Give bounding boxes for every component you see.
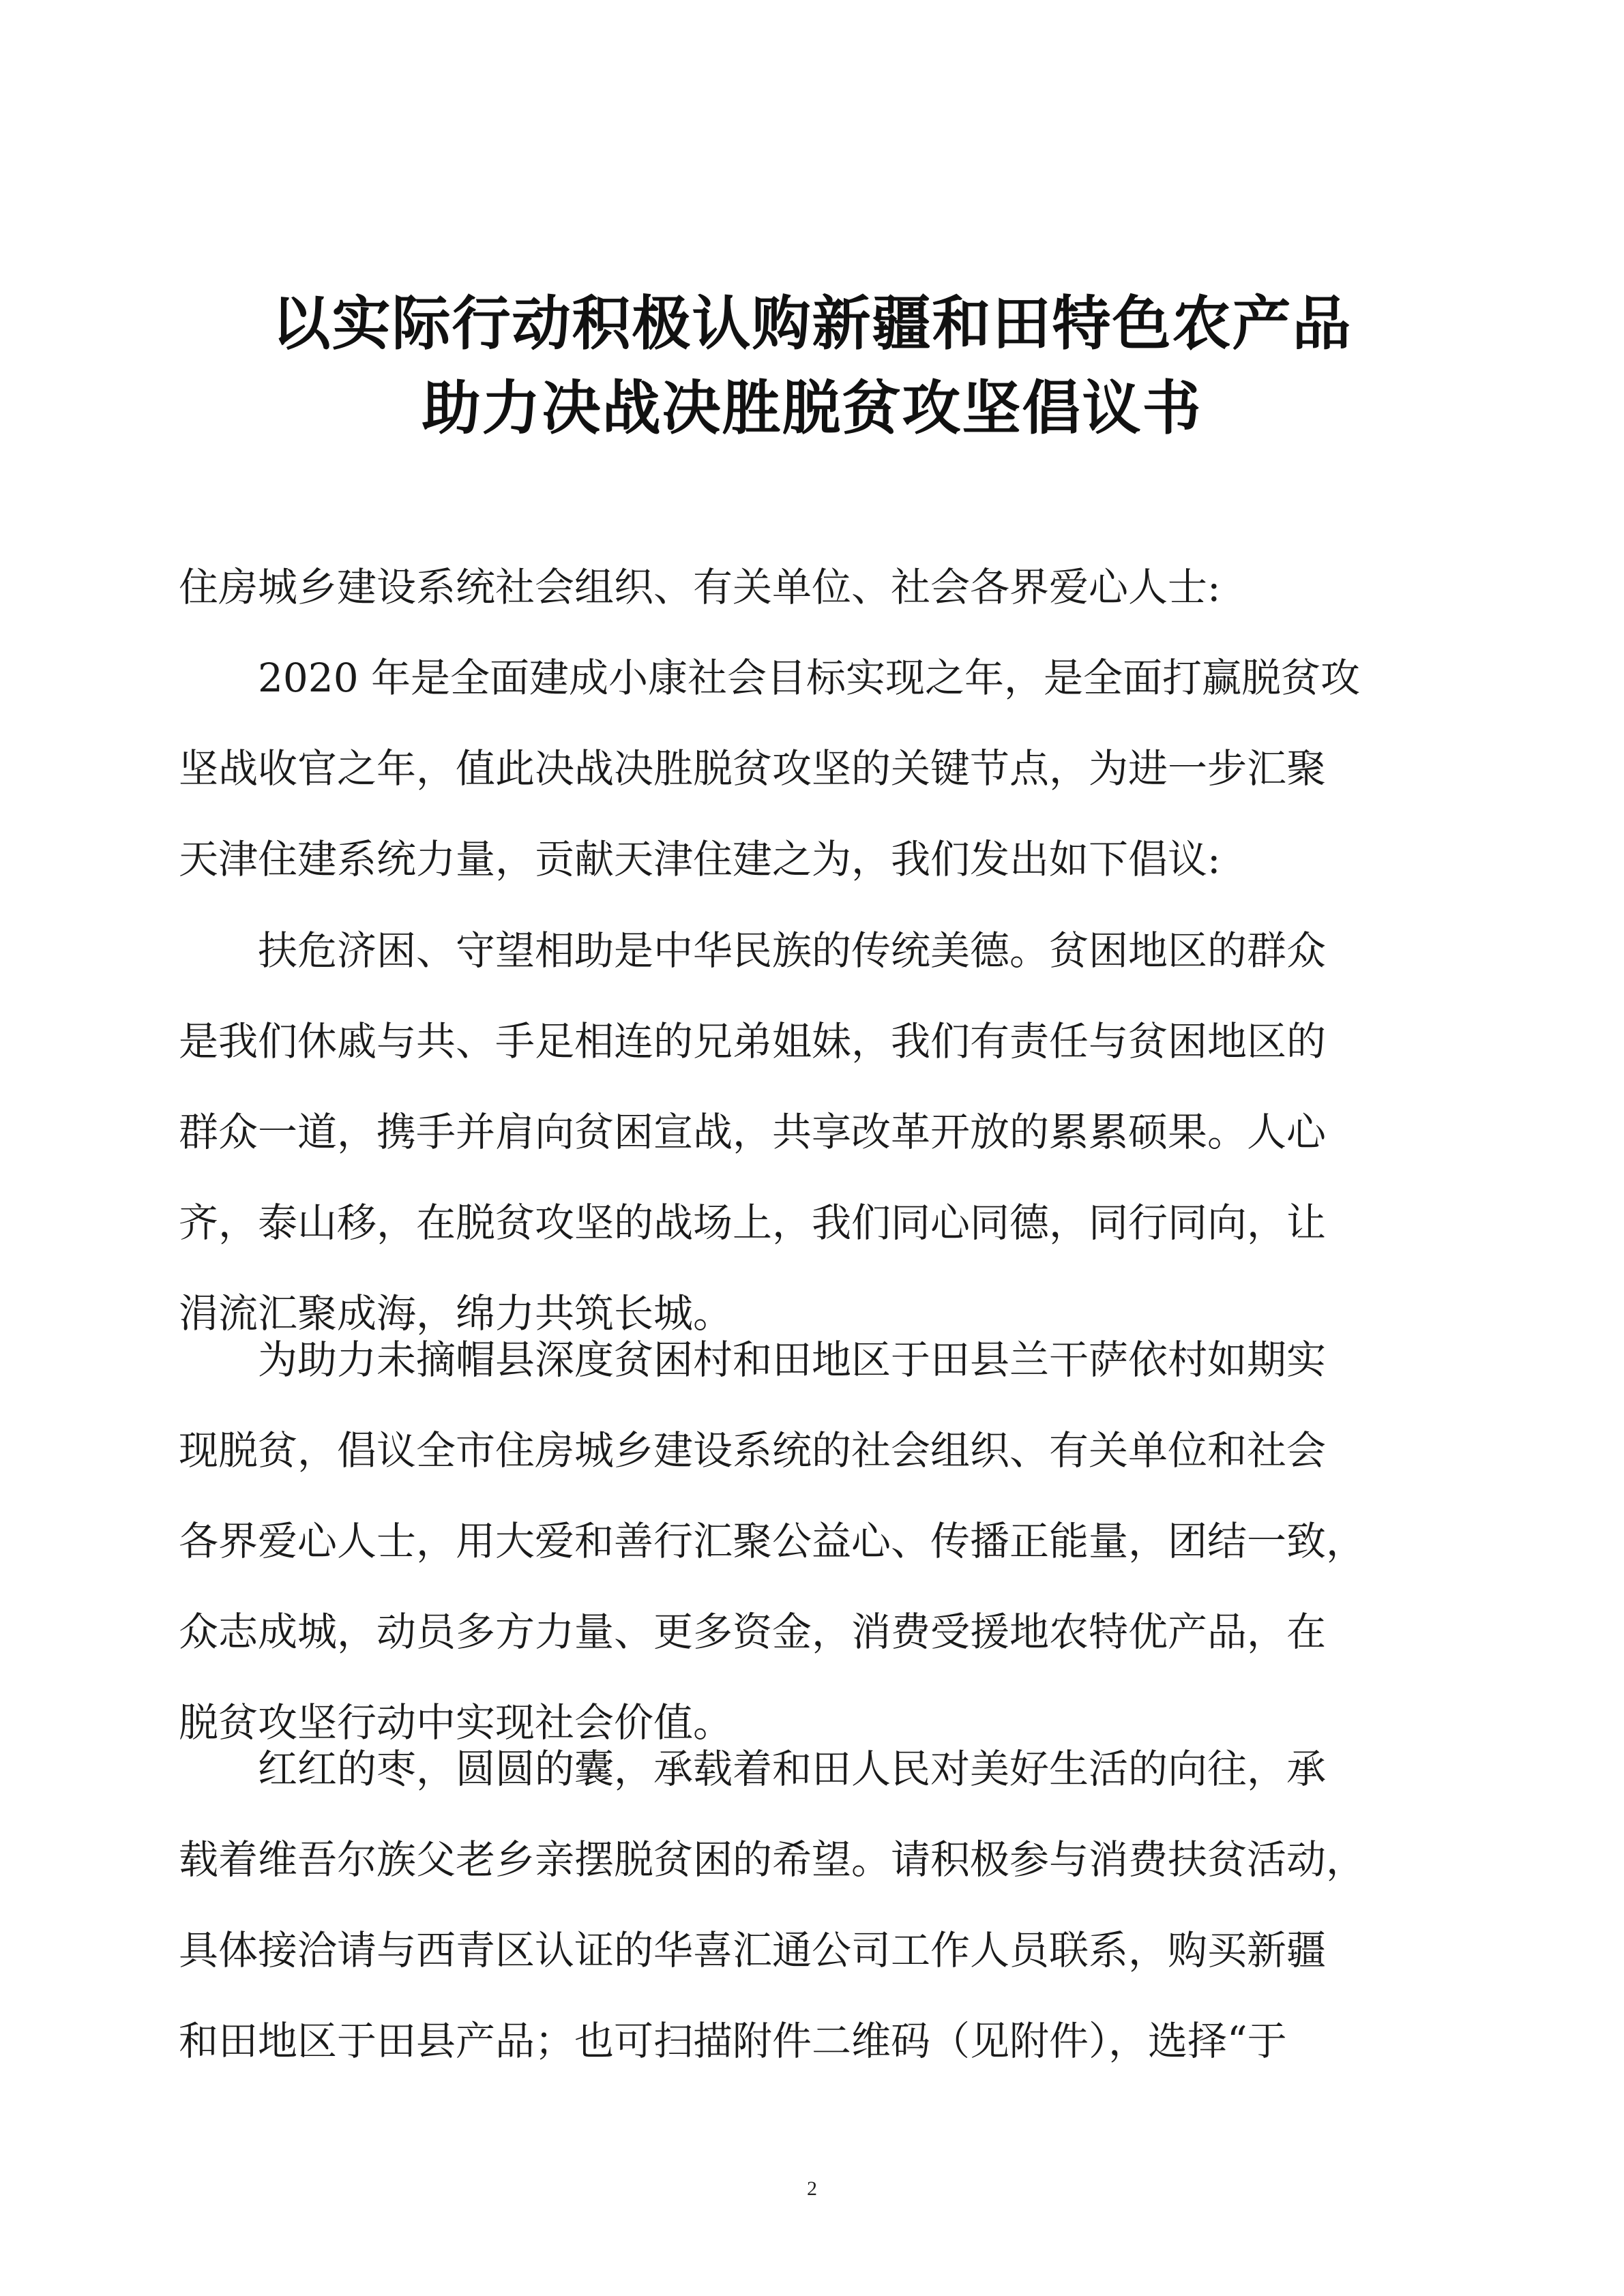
paragraph-line: 众志成城，动员多方力量、更多资金，消费受援地农特优产品，在 xyxy=(179,1609,1327,1655)
paragraph-line: 现脱贫，倡议全市住房城乡建设系统的社会组织、有关单位和社会 xyxy=(179,1427,1327,1474)
paragraph-line: 齐，泰山移，在脱贫攻坚的战场上，我们同心同德，同行同向，让 xyxy=(179,1199,1327,1246)
paragraph-line: 坚战收官之年，值此决战决胜脱贫攻坚的关键节点，为进一步汇聚 xyxy=(179,745,1327,792)
paragraph-line: 2020 年是全面建成小康社会目标实现之年，是全面打赢脱贫攻 xyxy=(179,655,1361,701)
paragraph-3 xyxy=(179,1315,1447,1768)
salutation: 住房城乡建设系统社会组织、有关单位、社会各界爱心人士: xyxy=(179,564,1221,610)
paragraph-line: 涓流汇聚成海，绵力共筑长城。 xyxy=(179,1290,733,1337)
paragraph-4 xyxy=(179,1724,1447,2087)
paragraph-2 xyxy=(179,906,1447,1359)
paragraph-line: 是我们休戚与共、手足相连的兄弟姐妹，我们有责任与贫困地区的 xyxy=(179,1018,1327,1064)
paragraph-line: 为助力未摘帽县深度贫困村和田地区于田县兰干萨依村如期实 xyxy=(179,1337,1327,1383)
paragraph-line: 红红的枣，圆圆的囊，承载着和田人民对美好生活的向往，承 xyxy=(179,1746,1327,1792)
paragraph-line: 各界爱心人士，用大爱和善行汇聚公益心、传播正能量，团结一致， xyxy=(179,1518,1366,1564)
paragraph-line: 载着维吾尔族父老乡亲摆脱贫困的希望。请积极参与消费扶贫活动， xyxy=(179,1836,1366,1883)
page-number: 2 xyxy=(807,2177,817,2200)
paragraph-1 xyxy=(179,633,1447,905)
paragraph-line: 扶危济困、守望相助是中华民族的传统美德。贫困地区的群众 xyxy=(179,927,1327,974)
paragraph-line: 具体接洽请与西青区认证的华喜汇通公司工作人员联系，购买新疆 xyxy=(179,1927,1327,1973)
paragraph-line: 天津住建系统力量，贡献天津住建之为，我们发出如下倡议: xyxy=(179,836,1221,882)
paragraph-line: 脱贫攻坚行动中实现社会价值。 xyxy=(179,1699,733,1746)
paragraph-line: 群众一道，携手并肩向贫困宣战，共享改革开放的累累硕果。人心 xyxy=(179,1109,1327,1155)
paragraph-line: 和田地区于田县产品；也可扫描附件二维码（见附件），选择“于 xyxy=(179,2018,1287,2064)
document-title-line-2: 助力决战决胜脱贫攻坚倡议书 xyxy=(422,374,1202,443)
document-title-line-1: 以实际行动积极认购新疆和田特色农产品 xyxy=(271,290,1353,358)
